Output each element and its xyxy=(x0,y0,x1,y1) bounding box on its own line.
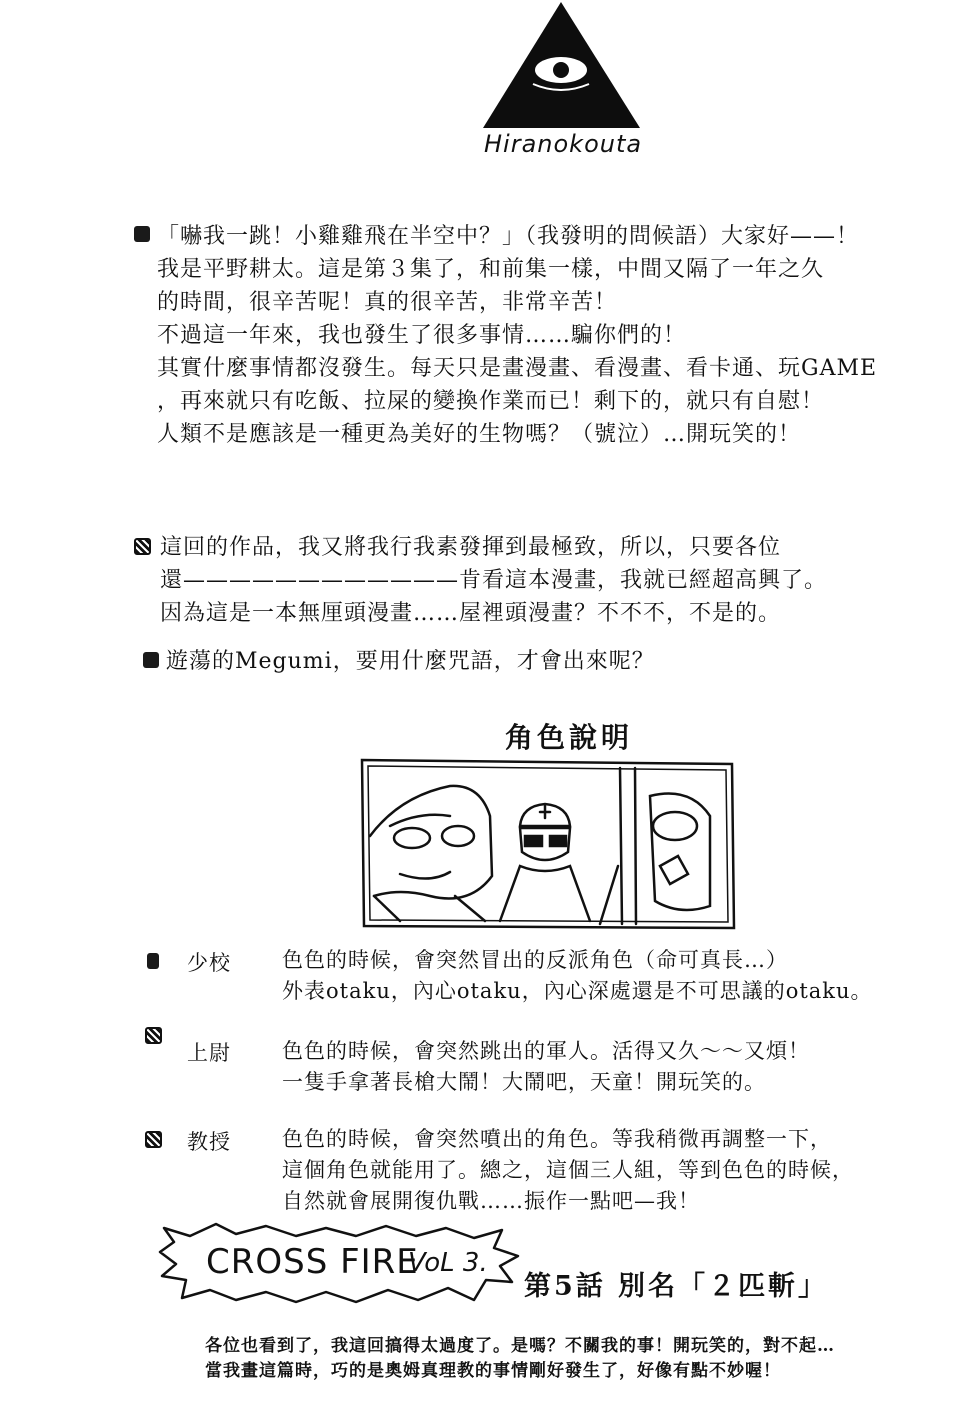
crossfire-title: CROSS FIRE xyxy=(206,1242,419,1282)
intro-line: 的時間，很辛苦呢！真的很辛苦，非常辛苦！ xyxy=(157,290,618,315)
logo xyxy=(478,0,648,145)
bullet-intro xyxy=(134,226,150,242)
works-line: 因為這是一本無厘頭漫畫……屋裡頭漫畫？不不不，不是的。 xyxy=(160,601,782,626)
character-description xyxy=(282,1036,810,1098)
intro-line: 不過這一年來，我也發生了很多事情……騙你們的！ xyxy=(157,323,687,348)
character-name: 上尉 xyxy=(187,1041,231,1065)
megumi-line: 遊蕩的Megumi，要用什麼咒語，才會出來呢？ xyxy=(166,649,655,674)
bullet-character-2 xyxy=(145,1027,162,1044)
crossfire-banner xyxy=(156,1222,526,1306)
character-name: 少校 xyxy=(187,951,231,975)
intro-line: 人類不是應該是一種更為美好的生物嗎？（號泣）…開玩笑的！ xyxy=(157,422,802,447)
character-desc-line: 色色的時候，會突然冒出的反派角色（命可真長…） xyxy=(282,948,788,972)
character-description xyxy=(282,1124,854,1217)
bullet-character-1 xyxy=(147,953,159,969)
character-desc-line: 色色的時候，會突然噴出的角色。等我稍微再調整一下， xyxy=(282,1127,832,1151)
intro-line: 我是平野耕太。這是第３集了，和前集一樣，中間又隔了一年之久 xyxy=(157,257,825,282)
character-desc-line: 一隻手拿著長槍大鬧！大鬧吧，天童！開玩笑的。 xyxy=(282,1070,766,1094)
intro-line: ，再來就只有吃飯、拉屎的變換作業而已！剩下的，就只有自慰！ xyxy=(157,389,825,414)
character-desc-line: 外表otaku，內心otaku，內心深處還是不可思議的otaku。 xyxy=(282,979,873,1003)
character-name: 教授 xyxy=(187,1130,231,1154)
bullet-character-3 xyxy=(145,1131,162,1148)
characters-title: 角色說明 xyxy=(505,721,634,754)
character-desc-line: 這個角色就能用了。總之，這個三人組，等到色色的時候， xyxy=(282,1158,854,1182)
footer-line: 當我畫這篇時，巧的是奧姆真理教的事情剛好發生了，好像有點不妙喔！ xyxy=(205,1361,781,1381)
megumi-paragraph xyxy=(166,645,655,678)
bullet-works xyxy=(134,538,151,555)
works-line: 這回的作品，我又將我行我素發揮到最極致，所以，只要各位 xyxy=(160,535,782,560)
three-characters-sketch-icon xyxy=(360,756,740,932)
signature: Hiranokouta xyxy=(484,130,643,158)
characters-illustration xyxy=(360,756,740,932)
crossfire-volume: VoL 3. xyxy=(408,1248,488,1278)
footer-note xyxy=(205,1334,835,1384)
intro-line: 其實什麼事情都沒發生。每天只是畫漫畫、看漫畫、看卡通、玩GAME xyxy=(157,356,878,381)
intro-paragraph xyxy=(157,220,877,451)
character-description xyxy=(282,945,873,1007)
triangle-eye-icon xyxy=(478,0,648,145)
works-line: 還————————————肯看這本漫畫，我就已經超高興了。 xyxy=(160,568,828,593)
works-paragraph xyxy=(160,531,827,630)
footer-line: 各位也看到了，我這回搞得太過度了。是嗎？不關我的事！開玩笑的，對不起… xyxy=(205,1336,835,1356)
intro-line: 「嚇我一跳！小雞雞飛在半空中？」（我發明的問候語）大家好——！ xyxy=(157,224,860,249)
episode-subtitle: 別名「２匹斬」 xyxy=(618,1271,828,1302)
episode-label: 第5話 xyxy=(524,1271,606,1302)
character-desc-line: 色色的時候，會突然跳出的軍人。活得又久～～又煩！ xyxy=(282,1039,810,1063)
bullet-megumi xyxy=(143,652,159,668)
character-desc-line: 自然就會展開復仇戰……振作一點吧—我！ xyxy=(282,1189,700,1213)
